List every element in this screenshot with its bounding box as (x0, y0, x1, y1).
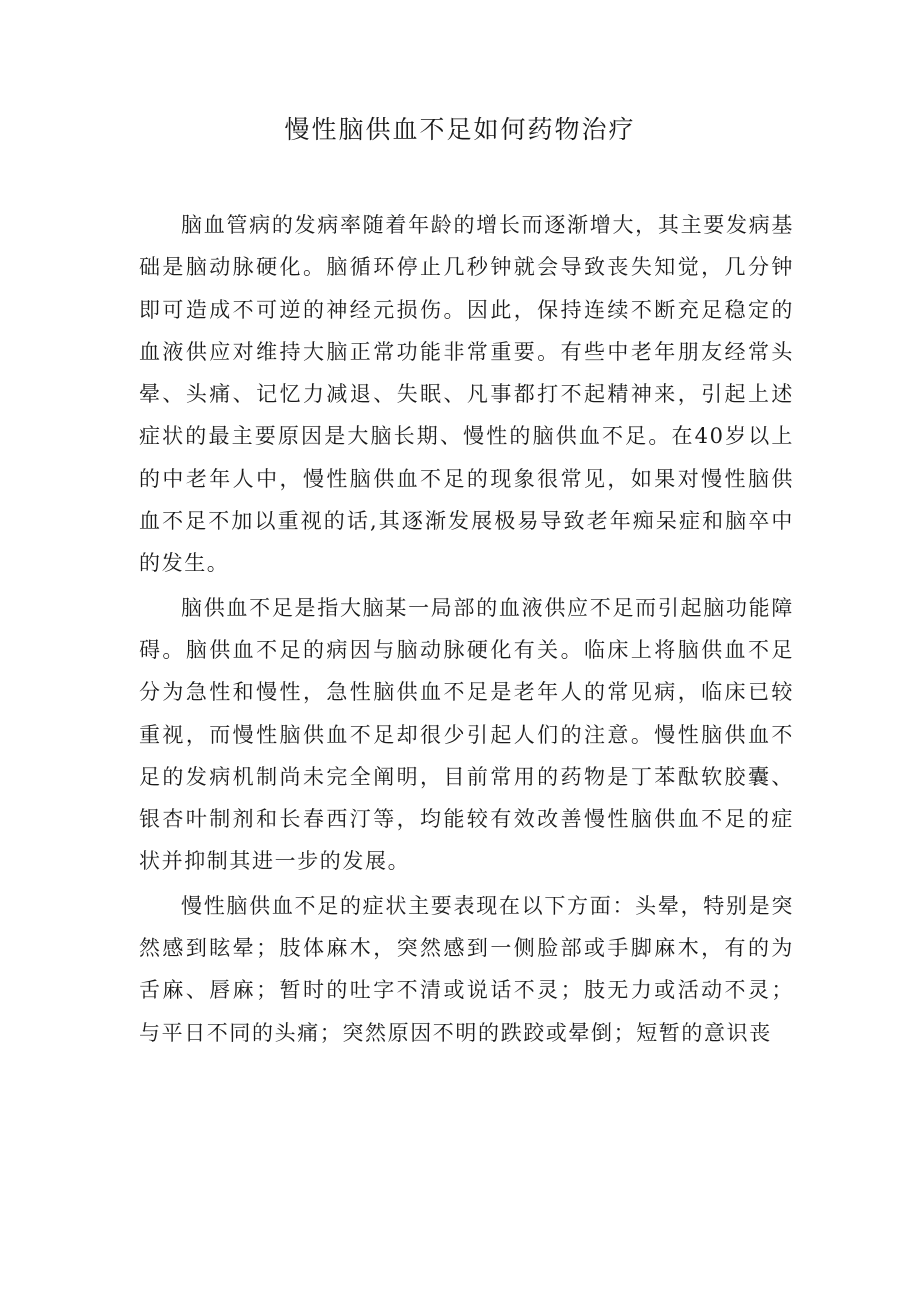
document-title: 慢性脑供血不足如何药物治疗 (284, 115, 636, 144)
document-body (139, 204, 794, 1054)
paragraph-1: 脑血管病的发病率随着年龄的增长而逐渐增大，其主要发病基础是脑动脉硬化。脑循环停止几秒钟就会导致丧失知觉，几分钟即可造成不可逆的神经元损伤。因此，保持连续不断充足稳定的血液供应对维持大脑正常功能非常重要。有些中老年朋友经常头晕、头痛、记忆力减退、失眠、凡事都打不起精神来，引起上述症状的最主要原因是大脑长期、慢性的脑供血不足。在40岁以上的中老年人中，慢性脑供血不足的现象很常见，如果对慢性脑供血不足不加以重视的话,其逐渐发展极易导致老年痴呆症和脑卒中的发生。 (139, 213, 794, 576)
paragraph-3: 慢性脑供血不足的症状主要表现在以下方面：头晕，特别是突然感到眩晕；肢体麻木，突然感到一侧脸部或手脚麻木，有的为舌麻、唇麻；暂时的吐字不清或说话不灵；肢无力或活动不灵；与平日不同的头痛；突然原因不明的跌跤或晕倒；短暂的意识丧 (139, 893, 794, 1045)
paragraph-2: 脑供血不足是指大脑某一局部的血液供应不足而引起脑功能障碍。脑供血不足的病因与脑动脉硬化有关。临床上将脑供血不足分为急性和慢性，急性脑供血不足是老年人的常见病，临床已较重视，而慢性脑供血不足却很少引起人们的注意。慢性脑供血不足的发病机制尚未完全阐明，目前常用的药物是丁苯酞软胶囊、银杏叶制剂和长春西汀等，均能较有效改善慢性脑供血不足的症状并抑制其进一步的发展。 (139, 595, 794, 874)
